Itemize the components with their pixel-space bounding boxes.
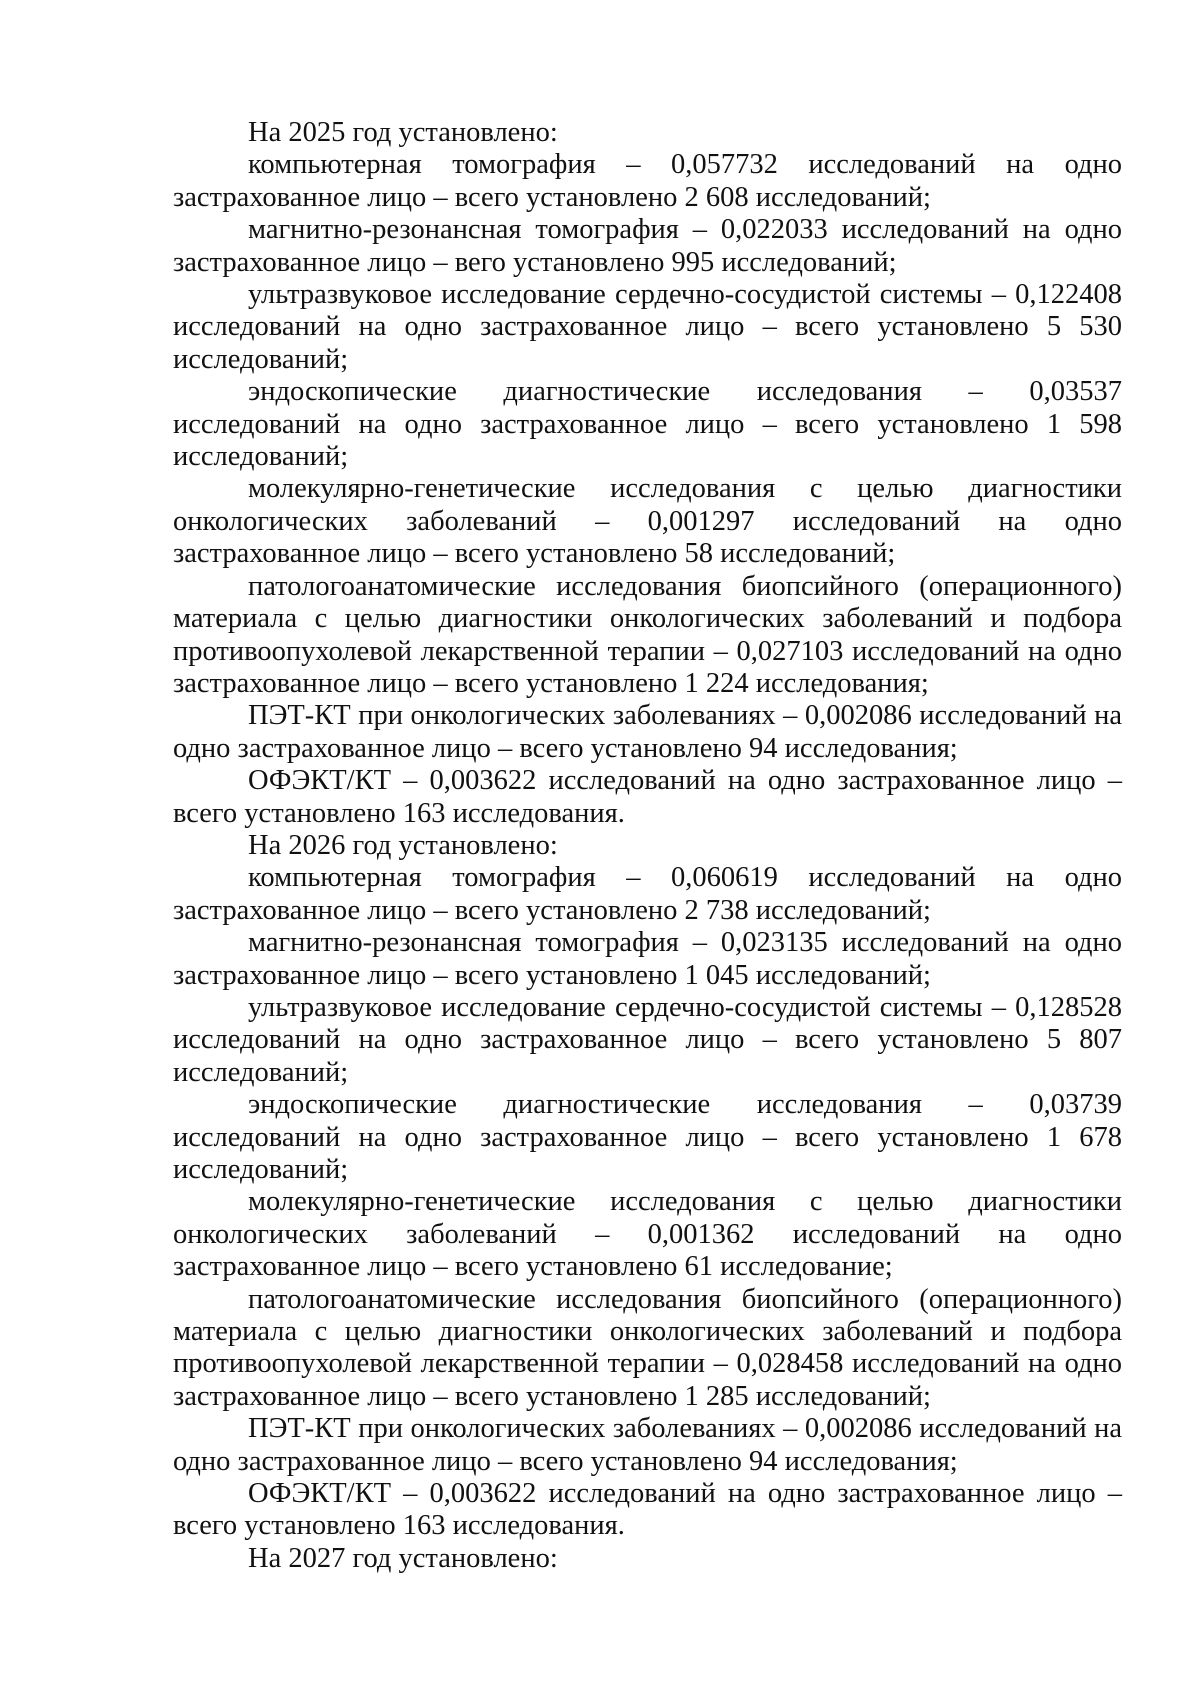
paragraph-mri-2025: магнитно-резонансная томография – 0,022033 исследований на одно застрахованное лицо – вего установлено 995 исследований; [173, 214, 1122, 278]
document-page [173, 117, 1122, 1575]
paragraph-mri-2026: магнитно-резонансная томография – 0,023135 исследований на одно застрахованное лицо – всего установлено 1 045 исследований; [173, 927, 1122, 991]
paragraph-ultrasound-2025: ультразвуковое исследование сердечно-сосудистой системы – 0,122408 исследований на одно застрахованное лицо – всего установлено 5 530 исследований; [173, 279, 1122, 375]
paragraph-spect-ct-2026: ОФЭКТ/КТ – 0,003622 исследований на одно застрахованное лицо – всего установлено 163 исследования. [173, 1478, 1122, 1542]
year-2026-heading: На 2026 год установлено: [248, 829, 558, 861]
paragraph-spect-ct-2025: ОФЭКТ/КТ – 0,003622 исследований на одно застрахованное лицо – всего установлено 163 исследования. [173, 765, 1122, 829]
paragraph-ultrasound-2026: ультразвуковое исследование сердечно-сосудистой системы – 0,128528 исследований на одно застрахованное лицо – всего установлено 5 807 исследований; [173, 991, 1122, 1088]
paragraph-endoscopy-2025: эндоскопические диагностические исследования – 0,03537 исследований на одно застрахованное лицо – всего установлено 1 598 исследований; [173, 376, 1122, 473]
paragraph-pathology-2026: патологоанатомические исследования биопсийного (операционного) материала с целью диагностики онкологических заболеваний и подбора противоопухолевой лекарственной терапии – 0,028458 исследований на одно застрахованное лицо – всего установлено 1 285 исследований; [173, 1283, 1122, 1412]
paragraph-endoscopy-2026: эндоскопические диагностические исследования – 0,03739 исследований на одно застрахованное лицо – всего установлено 1 678 исследований; [173, 1089, 1122, 1185]
year-2025-heading: На 2025 год установлено: [248, 117, 558, 148]
paragraph-molecular-genetic-2025: молекулярно-генетические исследования с целью диагностики онкологических заболеваний – 0,001297 исследований на одно застрахованное лицо – всего установлено 58 исследований; [173, 473, 1122, 570]
paragraph-molecular-genetic-2026: молекулярно-генетические исследования с целью диагностики онкологических заболеваний – 0,001362 исследований на одно застрахованное лицо – всего установлено 61 исследование; [173, 1186, 1122, 1283]
paragraph-ct-2025: компьютерная томография – 0,057732 исследований на одно застрахованное лицо – всего установлено 2 608 исследований; [173, 149, 1122, 213]
paragraph-pet-ct-2026: ПЭТ-КТ при онкологических заболеваниях – 0,002086 исследований на одно застрахованное лицо – всего установлено 94 исследования; [173, 1413, 1122, 1477]
paragraph-pathology-2025: патологоанатомические исследования биопсийного (операционного) материала с целью диагностики онкологических заболеваний и подбора противоопухолевой лекарственной терапии – 0,027103 исследований на одно застрахованное лицо – всего установлено 1 224 исследования; [173, 570, 1122, 699]
year-2027-heading: На 2027 год установлено: [248, 1542, 558, 1574]
paragraph-pet-ct-2025: ПЭТ-КТ при онкологических заболеваниях – 0,002086 исследований на одно застрахованное лицо – всего установлено 94 исследования; [173, 700, 1122, 764]
paragraph-ct-2026: компьютерная томография – 0,060619 исследований на одно застрахованное лицо – всего установлено 2 738 исследований; [173, 862, 1122, 926]
